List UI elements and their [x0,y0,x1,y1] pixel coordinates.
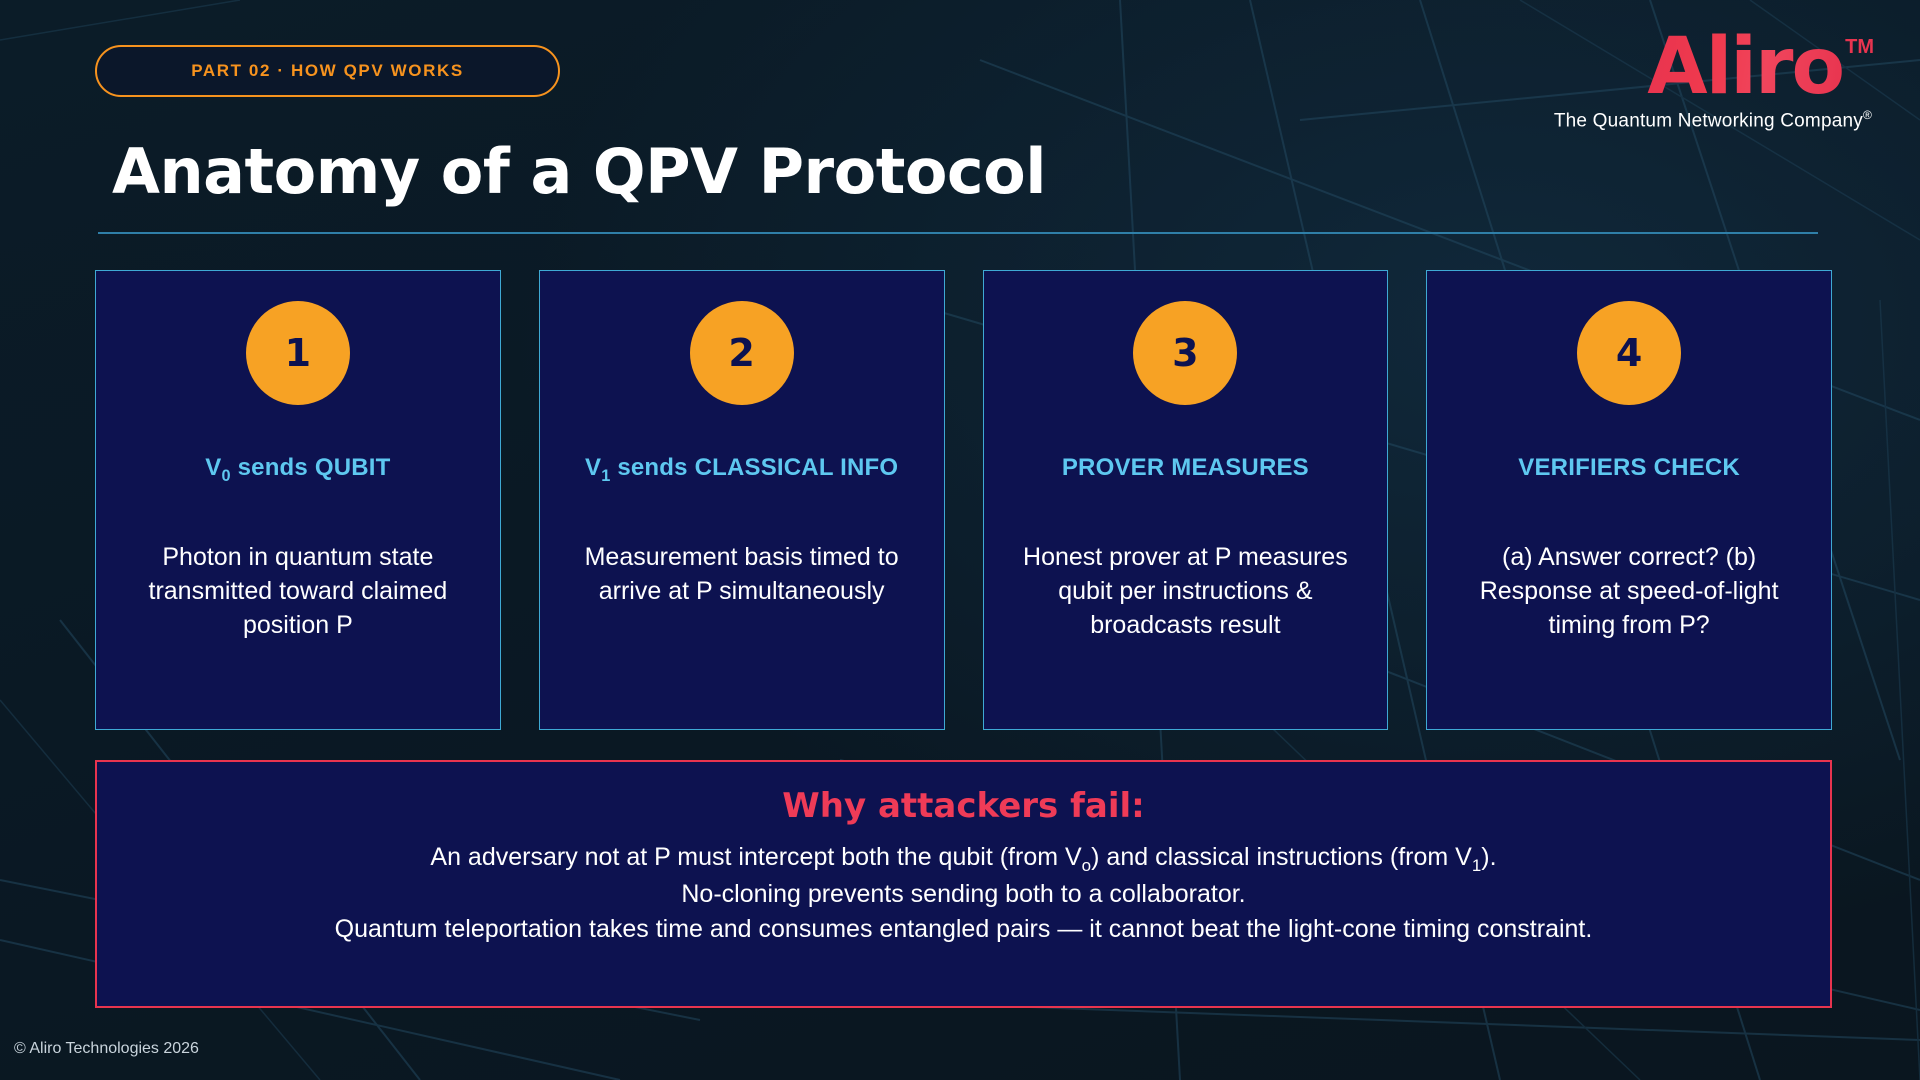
callout-line1-c: ). [1481,843,1497,871]
step-card-heading [585,453,898,515]
step-number-badge: 1 [246,301,350,405]
step-heading-post: sends CLASSICAL INFO [610,454,899,481]
step-card-body: Measurement basis timed to arrive at P simultaneously [584,543,899,605]
step-card-body: (a) Answer correct? (b) Response at speed-of-light timing from P? [1479,543,1779,639]
step-heading-pre: V [205,454,222,481]
step-card-4 [1426,270,1832,730]
callout-line1-sub1: o [1081,856,1092,875]
step-number-badge: 2 [690,301,794,405]
page-title: Anatomy of a QPV Protocol [112,135,1047,208]
callout-line1-a: An adversary not at P must intercept both the qubit (from V [430,843,1082,871]
step-card-body: Photon in quantum state transmitted toward claimed position P [148,543,448,639]
step-heading-pre: VERIFIERS CHECK [1518,454,1740,481]
registered-mark-icon: ® [1862,108,1872,123]
step-card-heading [205,453,390,515]
step-heading-post: sends QUBIT [230,454,391,481]
steps-container [95,270,1832,730]
eyebrow-label: PART 02 · HOW QPV WORKS [191,61,464,80]
step-heading-pre: V [584,454,602,481]
why-attackers-fail-callout [95,760,1832,1008]
callout-line1-sub2: 1 [1471,856,1482,875]
step-card-heading [1518,453,1740,515]
aliro-logo [1553,22,1874,132]
step-heading-pre: PROVER MEASURES [1061,454,1309,481]
step-card-2 [539,270,945,730]
step-card-body: Honest prover at P measures qubit per instructions & broadcasts result [1023,543,1348,639]
callout-line1-b: ) and classical instructions (from V [1091,843,1472,871]
logo-trademark-icon: TM [1845,36,1874,58]
footer-copyright: © Aliro Technologies 2026 [14,1040,199,1057]
logo-wordmark: Aliro [1647,22,1844,112]
logo-tagline-text: The Quantum Networking Company [1553,110,1863,132]
step-heading-subscript: 1 [601,466,611,485]
title-divider [98,232,1818,234]
step-card-3 [983,270,1389,730]
step-card-heading [1062,453,1309,515]
callout-line3: Quantum teleportation takes time and consumes entangled pairs — it cannot beat the light-cone timing constraint. [334,914,1593,943]
step-number-badge: 3 [1133,301,1237,405]
step-heading-subscript: 0 [221,466,231,485]
callout-title: Why attackers fail: [782,786,1145,826]
step-card-1 [95,270,501,730]
eyebrow-badge [95,45,560,97]
callout-line2: No-cloning prevents sending both to a collaborator. [681,880,1246,909]
callout-body [127,840,1800,946]
logo-tagline [1554,108,1872,132]
step-number-badge: 4 [1577,301,1681,405]
